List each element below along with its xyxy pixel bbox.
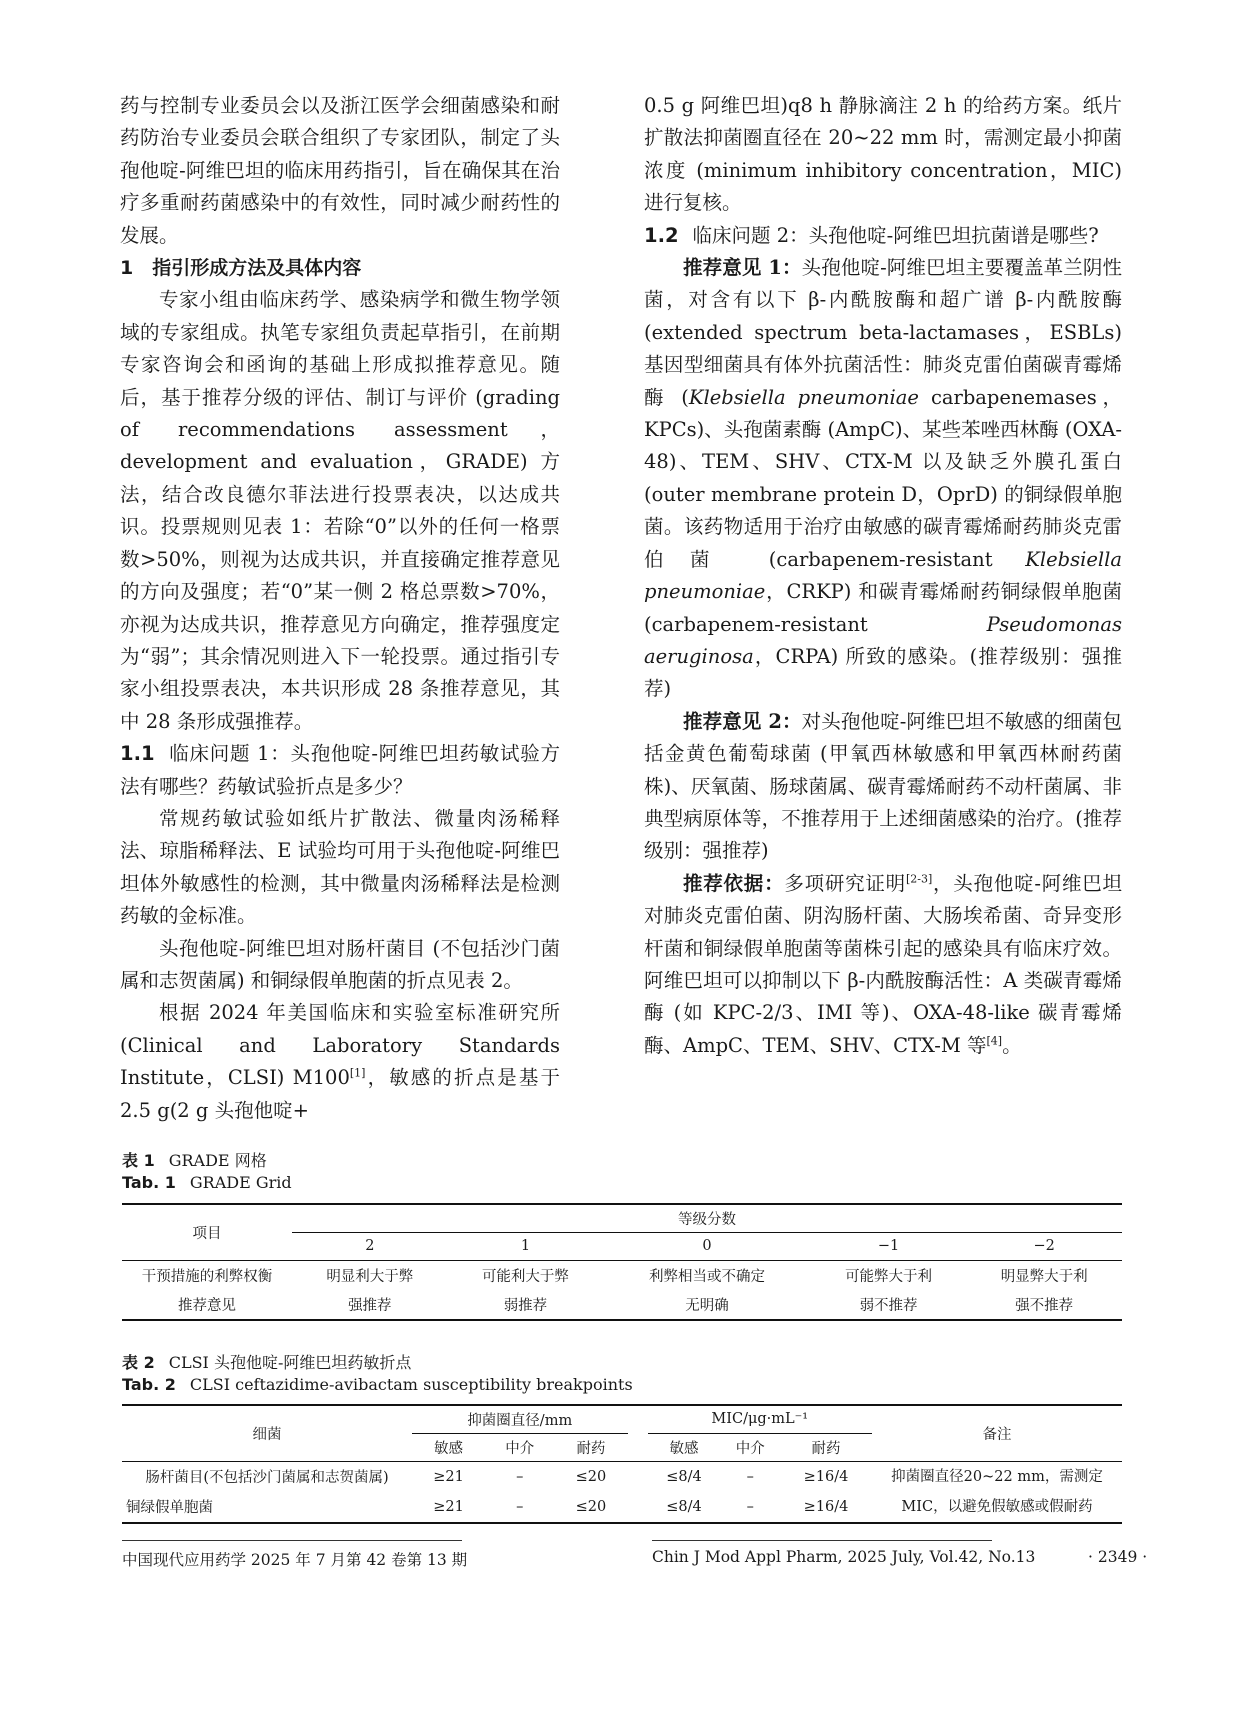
text-run: 。: [1002, 1033, 1022, 1057]
grade-grid-table: [122, 1203, 1122, 1321]
score-cell: 1: [448, 1232, 604, 1260]
paragraph: 专家小组由临床药学、感染病学和微生物学领域的专家组成。执笔专家组负责起草指引，在前期专家咨询会和函询的基础上形成拟推荐意见。随后，基于推荐分级的评估、制订与评价 (grading of recommendations assessment，development and evaluation，GRADE) 方法，结合改良德尔菲法进行投票表决，以达成共识。投票规则见表 1：若除“0”以外的任何一格票数>50%，则视为达成共识，并直接确定推荐意见的方向及强度；若“0”某一侧 2 格总票数>70%，亦视为达成共识，推荐意见方向确定，推荐强度定为“弱”；其余情况则进入下一轮投票。通过指引专家小组投票表决，本共识形成 28 条推荐意见，其中 28 条形成强推荐。: [120, 288, 560, 733]
table-cell: 可能利大于弊: [481, 1268, 569, 1285]
table-cell: 无明确: [685, 1298, 729, 1314]
table-cell: 强不推荐: [1015, 1298, 1074, 1314]
paragraph: 头孢他啶-阿维巴坦对肠杆菌目 (不包括沙门菌属和志贺菌属) 和铜绿假单胞菌的折点见表 2。: [120, 936, 560, 992]
sub-header: 中介: [505, 1440, 535, 1457]
subsection-title: 临床问题 2：头孢他啶-阿维巴坦抗菌谱是哪些?: [692, 223, 1099, 247]
table1-caption-cn: [122, 1150, 267, 1171]
score-cell: 0: [603, 1232, 811, 1260]
table-cell: 利弊相当或不确定: [649, 1268, 765, 1285]
score-cell: −1: [811, 1232, 967, 1260]
header-cell: 细菌: [252, 1426, 282, 1443]
table-cell: 明显弊大于利: [1000, 1268, 1088, 1285]
right-column: [644, 90, 1122, 1062]
citation: [1]: [349, 1066, 366, 1080]
table-cell: ≤8/4: [666, 1468, 702, 1485]
table-cell: –: [516, 1468, 524, 1485]
score-cell: 2: [292, 1232, 448, 1260]
recommendation-basis: [644, 868, 1122, 1062]
table-label: 表 2: [122, 1353, 155, 1372]
table-cell: ≥16/4: [803, 1498, 849, 1515]
left-column: [120, 90, 560, 1127]
score-cell: −2: [966, 1232, 1122, 1260]
table1-caption-en: [122, 1172, 292, 1193]
header-cell: 备注: [982, 1426, 1012, 1443]
recommendation-label: 推荐意见 1：: [683, 256, 802, 280]
recommendation-label: 推荐依据：: [683, 871, 785, 895]
subsection-heading: [644, 220, 1122, 252]
header-cell: MIC/μg·mL⁻¹: [648, 1405, 872, 1433]
note-cell: 抑菌圈直径20~22 mm，需测定MIC，以避免假敏感或假耐药: [891, 1468, 1103, 1515]
recommendation-1: [644, 252, 1122, 706]
section-heading: 1 指引形成方法及具体内容: [120, 257, 362, 280]
header-cell: 项目: [192, 1225, 222, 1242]
row-label: 推荐意见: [178, 1298, 236, 1314]
text-run: carbapenemases，KPCs)、头孢菌素酶 (AmpC)、某些苯唑西林酶 (OXA-48)、TEM、SHV、CTX-M 以及缺乏外膜孔蛋白 (outer membrane protein D，OprD) 的铜绿假单胞菌。该药物适用于治疗由敏感的碳青霉烯耐药肺炎克雷伯菌 (carbapenem-resistant: [644, 385, 1123, 571]
paragraph: 0.5 g 阿维巴坦)q8 h 静脉滴注 2 h 的给药方案。纸片扩散法抑菌圈直径在 20~22 mm 时，需测定最小抑菌浓度 (minimum inhibitory concentration，MIC) 进行复核。: [644, 94, 1122, 215]
species-name: Pseudomonas aeruginosa: [644, 612, 1122, 668]
table-cell: 弱不推荐: [859, 1298, 918, 1314]
citation: [4]: [986, 1034, 1003, 1048]
text-run: 头孢他啶-阿维巴坦主要覆盖革兰阴性菌，对含有以下 β-内酰胺酶和超广谱 β-内酰胺酶 (extended spectrum beta-lactamases，ESBLs) 基因型细菌具有体外抗菌活性：肺炎克雷伯菌碳青霉烯酶 (: [644, 256, 1123, 409]
page-number: · 2349 ·: [1088, 1548, 1148, 1566]
table-cell: 弱推荐: [503, 1298, 548, 1314]
subsection-number: 1.1: [120, 742, 155, 766]
header-cell: 等级分数: [292, 1204, 1122, 1232]
table-title: CLSI ceftazidime-avibactam susceptibility breakpoints: [189, 1375, 633, 1394]
table-cell: –: [746, 1498, 754, 1515]
text-run: 根据 2024 年美国临床和实验室标准研究所 (Clinical and Laboratory Standards Institute，CLSI) M100: [120, 1001, 560, 1090]
footer-rule: [122, 1540, 462, 1541]
species-name: Klebsiella pneumoniae: [644, 547, 1122, 604]
table-label: Tab. 2: [122, 1375, 176, 1394]
table-row: [122, 1260, 1122, 1290]
table-cell: ≥21: [433, 1468, 464, 1485]
table-cell: 强推荐: [348, 1298, 392, 1314]
paragraph: 常规药敏试验如纸片扩散法、微量肉汤稀释法、琼脂稀释法、E 试验均可用于头孢他啶-阿维巴坦体外敏感性的检测，其中微量肉汤稀释法是检测药敏的金标准。: [120, 806, 560, 928]
species-name: Klebsiella pneumoniae: [688, 385, 919, 409]
row-label: 铜绿假单胞菌: [126, 1500, 213, 1517]
table2-caption-en: [122, 1374, 633, 1395]
table2-caption-cn: [122, 1352, 411, 1373]
text-run: ，头孢他啶-阿维巴坦对肺炎克雷伯菌、阴沟肠杆菌、大肠埃希菌、奇异变形杆菌和铜绿假单胞菌等菌株引起的感染具有临床疗效。阿维巴坦可以抑制以下 β-内酰胺酶活性：A 类碳青霉烯酶 (如 KPC-2/3、IMI 等)、OXA-48-like 碳青霉烯酶、AmpC、TEM、SHV、CTX-M 等: [644, 871, 1122, 1057]
sub-header: 中介: [735, 1440, 765, 1457]
table-label: 表 1: [122, 1151, 155, 1170]
table-title: GRADE Grid: [189, 1173, 292, 1192]
table-label: Tab. 1: [122, 1173, 176, 1192]
paragraph: 药与控制专业委员会以及浙江医学会细菌感染和耐药防治专业委员会联合组织了专家团队，制定了头孢他啶-阿维巴坦的临床用药指引，旨在确保其在治疗多重耐药菌感染中的有效性，同时减少耐药性的发展。: [120, 94, 560, 247]
footer-journal-en: Chin J Mod Appl Pharm, 2025 July, Vol.42, No.13: [652, 1548, 1036, 1566]
header-cell: 抑菌圈直径/mm: [412, 1405, 628, 1433]
table-title: GRADE 网格: [168, 1151, 267, 1170]
sub-header: 敏感: [434, 1440, 464, 1457]
table-cell: ≥16/4: [803, 1468, 849, 1485]
sub-header: 耐药: [811, 1440, 841, 1457]
sub-header: 耐药: [576, 1440, 606, 1457]
table-cell: 可能弊大于利: [845, 1268, 933, 1285]
text-run: 对头孢他啶-阿维巴坦不敏感的细菌包括金黄色葡萄球菌 (甲氧西林敏感和甲氧西林耐药菌株)、厌氧菌、肠球菌属、碳青霉烯耐药不动杆菌属、非典型病原体等，不推荐用于上述细菌感染的治疗。(推荐级别：强推荐): [644, 709, 1123, 863]
citation: [2-3]: [905, 872, 933, 886]
sub-header: 敏感: [669, 1440, 699, 1457]
table-title: CLSI 头孢他啶-阿维巴坦药敏折点: [168, 1353, 412, 1372]
subsection-number: 1.2: [644, 223, 679, 247]
recommendation-label: 推荐意见 2：: [683, 709, 802, 733]
table-cell: ≤20: [575, 1498, 607, 1515]
breakpoint-table: [122, 1404, 1122, 1524]
paragraph: [120, 997, 560, 1127]
row-label: 肠杆菌目(不包括沙门菌属和志贺菌属): [145, 1470, 389, 1487]
recommendation-2: [644, 706, 1122, 868]
table-cell: ≤8/4: [666, 1498, 702, 1515]
subsection-heading: [120, 738, 560, 803]
subsection-title: 临床问题 1：头孢他啶-阿维巴坦药敏试验方法有哪些？药敏试验折点是多少？: [120, 742, 560, 798]
table-cell: ≥21: [433, 1498, 464, 1515]
text-run: ，CRPA) 所致的感染。(推荐级别：强推荐): [644, 644, 1122, 701]
table-cell: –: [746, 1468, 754, 1485]
text-run: ，CRKP) 和碳青霉烯耐药铜绿假单胞菌 (carbapenem-resistant: [644, 580, 1122, 636]
table-cell: 明显利大于弊: [326, 1268, 414, 1285]
row-label: 干预措施的利弊权衡: [141, 1268, 273, 1285]
text-run: ，敏感的折点是基于 2.5 g(2 g 头孢他啶+: [120, 1066, 560, 1122]
table-row: [122, 1461, 1122, 1492]
footer-journal-cn: 中国现代应用药学 2025 年 7 月第 42 卷第 13 期: [122, 1551, 468, 1569]
footer-rule: [652, 1540, 992, 1541]
table-cell: –: [516, 1498, 524, 1515]
table-cell: ≤20: [575, 1468, 607, 1485]
table-row: [122, 1290, 1122, 1320]
text-run: 多项研究证明: [784, 871, 906, 895]
